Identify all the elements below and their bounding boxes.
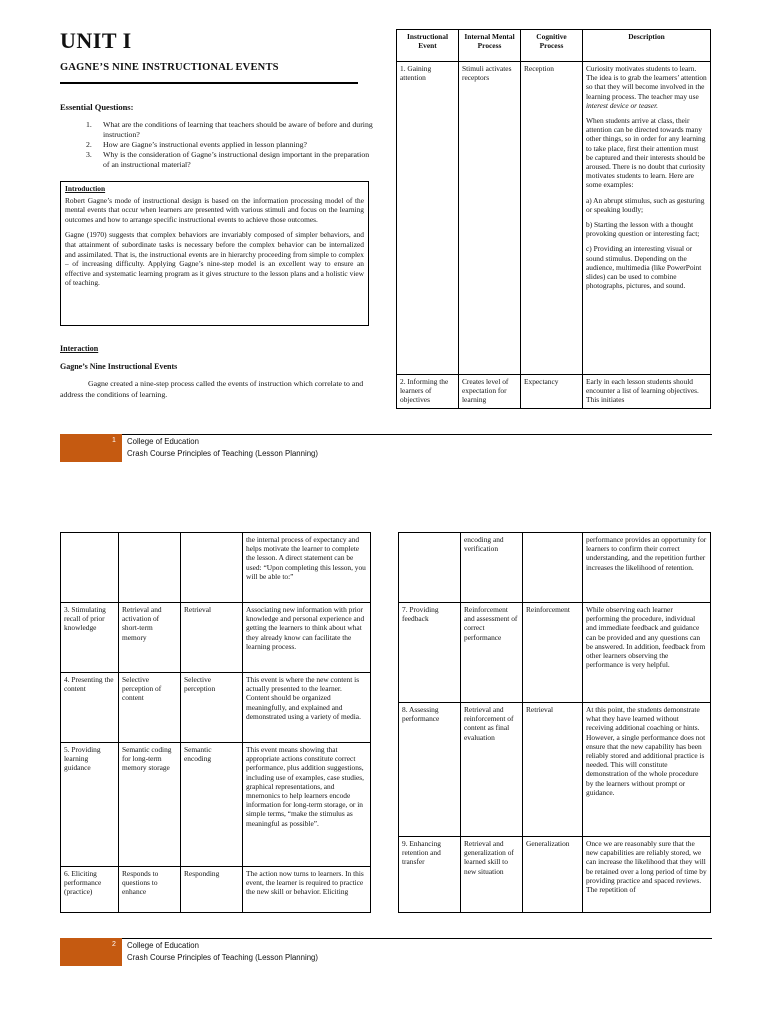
event-cell bbox=[61, 533, 119, 603]
table-row bbox=[61, 743, 371, 867]
cognitive-process-cell bbox=[523, 533, 583, 603]
event-cell: 4. Presenting the content bbox=[61, 673, 119, 743]
event-cell: 3. Stimulating recall of prior knowledge bbox=[61, 603, 119, 673]
column-header: Internal Mental Process bbox=[459, 30, 521, 62]
page-footer bbox=[60, 938, 712, 966]
description-paragraph bbox=[586, 64, 707, 110]
internal-process-cell: Reinforcement and assessment of correct performance bbox=[461, 603, 523, 703]
page-number: 2 bbox=[112, 941, 116, 948]
internal-process-cell: Stimuli activates receptors bbox=[459, 62, 521, 375]
internal-process-cell: Retrieval and generalization of learned skill to new situation bbox=[461, 837, 523, 913]
table-header-row bbox=[397, 30, 711, 62]
introduction-box bbox=[60, 181, 369, 326]
table-row bbox=[397, 375, 711, 409]
gagne-events-text: Gagne created a nine-step process called the events of instruction which correlate to and address the conditions of learning. bbox=[60, 379, 364, 399]
footer-course: Crash Course Principles of Teaching (Lesson Planning) bbox=[127, 953, 318, 962]
table-row bbox=[399, 533, 711, 603]
cognitive-process-cell: Reinforcement bbox=[523, 603, 583, 703]
instructional-events-table bbox=[396, 29, 711, 409]
unit-title: UNIT I bbox=[60, 28, 132, 53]
description-paragraph: a) An abrupt stimulus, such as gesturing or speaking loudly; bbox=[586, 195, 705, 214]
internal-process-cell: Retrieval and activation of short-term memory bbox=[119, 603, 181, 673]
description-text: Curiosity motivates students to learn. The idea is to grab the learners’ attention so that they will become involved in the learning process. The teacher may use bbox=[586, 64, 707, 101]
essential-question bbox=[86, 150, 376, 170]
table-row bbox=[399, 703, 711, 837]
introduction-paragraph: Robert Gagne’s mode of instructional design is based on the information processing model of the mental events that occur when learners are presented with various stimuli and focus on the learning outcomes and how to arrange specific instructional events to achieve those outcomes. bbox=[65, 195, 364, 224]
page-number: 1 bbox=[112, 437, 116, 444]
cognitive-process-cell: Selective perception bbox=[181, 673, 243, 743]
question-text: What are the conditions of learning that teachers should be aware of before and during instruction? bbox=[103, 120, 373, 139]
event-cell: 9. Enhancing retention and transfer bbox=[399, 837, 461, 913]
event-cell: 7. Providing feedback bbox=[399, 603, 461, 703]
footer-college: College of Education bbox=[127, 437, 199, 446]
table-row bbox=[61, 867, 371, 913]
internal-process-cell: encoding and verification bbox=[461, 533, 523, 603]
column-header: Cognitive Process bbox=[521, 30, 583, 62]
instructional-events-table-continued-right bbox=[398, 532, 711, 913]
question-number: 2. bbox=[86, 140, 92, 149]
question-number: 1. bbox=[86, 120, 92, 129]
event-cell: 2. Informing the learners of objectives bbox=[397, 375, 459, 409]
table-row bbox=[61, 533, 371, 603]
cognitive-process-cell: Semantic encoding bbox=[181, 743, 243, 867]
title-divider bbox=[60, 82, 358, 84]
description-cell: This event means showing that appropriate actions constitute correct performance, plus addition suggestions, including use of examples, case studies, graphical representations, and mnemonics to help learners encode information for long-term storage, or in simple terms, “make the stimulus as meaningful as possible”. bbox=[243, 743, 371, 867]
column-header: Description bbox=[583, 30, 711, 62]
cognitive-process-cell: Generalization bbox=[523, 837, 583, 913]
event-cell bbox=[399, 533, 461, 603]
description-paragraph: b) Starting the lesson with a thought provoking question or interesting fact; bbox=[586, 220, 700, 239]
event-cell: 5. Providing learning guidance bbox=[61, 743, 119, 867]
event-cell: 1. Gaining attention bbox=[397, 62, 459, 375]
internal-process-cell: Retrieval and reinforcement of content as final evaluation bbox=[461, 703, 523, 837]
table-row bbox=[399, 837, 711, 913]
footer-rule bbox=[60, 938, 712, 939]
cognitive-process-cell: Expectancy bbox=[521, 375, 583, 409]
description-cell bbox=[583, 62, 711, 375]
table-row bbox=[61, 603, 371, 673]
description-cell: performance provides an opportunity for learners to confirm their correct understanding, and the repetition further increases the likelihood of retention. bbox=[583, 533, 711, 603]
question-text: Why is the consideration of Gagne’s instructional design important in the preparation of an instructional material? bbox=[103, 150, 370, 169]
footer-college: College of Education bbox=[127, 941, 199, 950]
cognitive-process-cell: Retrieval bbox=[181, 603, 243, 673]
question-text: How are Gagne’s instructional events applied in lesson planning? bbox=[103, 140, 307, 149]
event-cell: 6. Eliciting performance (practice) bbox=[61, 867, 119, 913]
unit-subtitle: GAGNE’S NINE INSTRUCTIONAL EVENTS bbox=[60, 62, 279, 73]
essential-question bbox=[86, 140, 376, 150]
introduction-paragraph: Gagne (1970) suggests that complex behaviors are invariably composed of simpler behaviors, and that attainment of subordinate tasks is necessary before the complex behavior can be internalized and assimilated. That is, the instructional events are in hierarchy proceeding from simple to complex – of increasing difficulty. Applying Gagne’s nine-step model is an excellent way to ensure an effective and systematic learning program as it gives structure to the lesson plans and a holistic view of teaching. bbox=[65, 230, 364, 288]
description-cell: Early in each lesson students should encounter a list of learning objectives. This initiates bbox=[583, 375, 711, 409]
description-cell: This event is where the new content is actually presented to the learner. Content should be organized meaningfully, and explained and demonstrated using a variety of media. bbox=[243, 673, 371, 743]
table-row bbox=[399, 603, 711, 703]
description-cell: Once we are reasonably sure that the new capabilities are reliably stored, we can increase the likelihood that they will be retained over a long period of time by providing practice and spaced reviews. The repetition of bbox=[583, 837, 711, 913]
cognitive-process-cell bbox=[181, 533, 243, 603]
introduction-heading: Introduction bbox=[65, 184, 106, 193]
internal-process-cell: Semantic coding for long-term memory storage bbox=[119, 743, 181, 867]
footer-course: Crash Course Principles of Teaching (Lesson Planning) bbox=[127, 449, 318, 458]
essential-questions-heading: Essential Questions: bbox=[60, 102, 134, 112]
essential-questions-list bbox=[86, 120, 376, 170]
description-cell: While observing each learner performing the procedure, individual and immediate feedback and guidance can be provided and any questions can be answered. In addition, feedback from other learners observing the performance is very helpful. bbox=[583, 603, 711, 703]
description-cell: the internal process of expectancy and helps motivate the learner to complete the lesson. A direct statement can be used: “Upon completing this lesson, you will be able to:” bbox=[243, 533, 371, 603]
internal-process-cell: Creates level of expectation for learning bbox=[459, 375, 521, 409]
gagne-events-heading: Gagne’s Nine Instructional Events bbox=[60, 362, 178, 371]
column-header: Instructional Event bbox=[397, 30, 459, 62]
instructional-events-table-continued-left bbox=[60, 532, 371, 913]
essential-question bbox=[86, 120, 376, 140]
cognitive-process-cell: Reception bbox=[521, 62, 583, 375]
internal-process-cell bbox=[119, 533, 181, 603]
internal-process-cell: Responds to questions to enhance bbox=[119, 867, 181, 913]
description-emphasis: interest device or teaser. bbox=[586, 100, 658, 110]
page-footer bbox=[60, 434, 712, 462]
table-row bbox=[397, 62, 711, 375]
cognitive-process-cell: Retrieval bbox=[523, 703, 583, 837]
cognitive-process-cell: Responding bbox=[181, 867, 243, 913]
event-cell: 8. Assessing performance bbox=[399, 703, 461, 837]
description-cell: The action now turns to learners. In this event, the learner is required to practice the new skill or behavior. Eliciting bbox=[243, 867, 371, 913]
question-number: 3. bbox=[86, 150, 92, 159]
interaction-heading: Interaction bbox=[60, 344, 99, 353]
description-paragraph: When students arrive at class, their attention can be directed towards many other things, so in order for any learning to take place, first their attention must be captured and their interests should be aroused. There is no doubt that curiosity motivates students to learn. Here are some examples: bbox=[586, 116, 706, 190]
internal-process-cell: Selective perception of content bbox=[119, 673, 181, 743]
description-cell: Associating new information with prior knowledge and personal experience and getting the learners to think about what they already know can facilitate the learning process. bbox=[243, 603, 371, 673]
footer-rule bbox=[60, 434, 712, 435]
description-cell: At this point, the students demonstrate what they have learned without receiving additional coaching or hints. However, a single performance does not ensure that the new capability has been reliably stored and additional practice is needed. This will constitute demonstration of the whole procedure by the learners without prompt or guidance. bbox=[583, 703, 711, 837]
table-row bbox=[61, 673, 371, 743]
description-paragraph: c) Providing an interesting visual or sound stimulus. Depending on the audience, multimedia (like PowerPoint slides) can be used to combine photographs, pictures, and sound. bbox=[586, 244, 702, 291]
